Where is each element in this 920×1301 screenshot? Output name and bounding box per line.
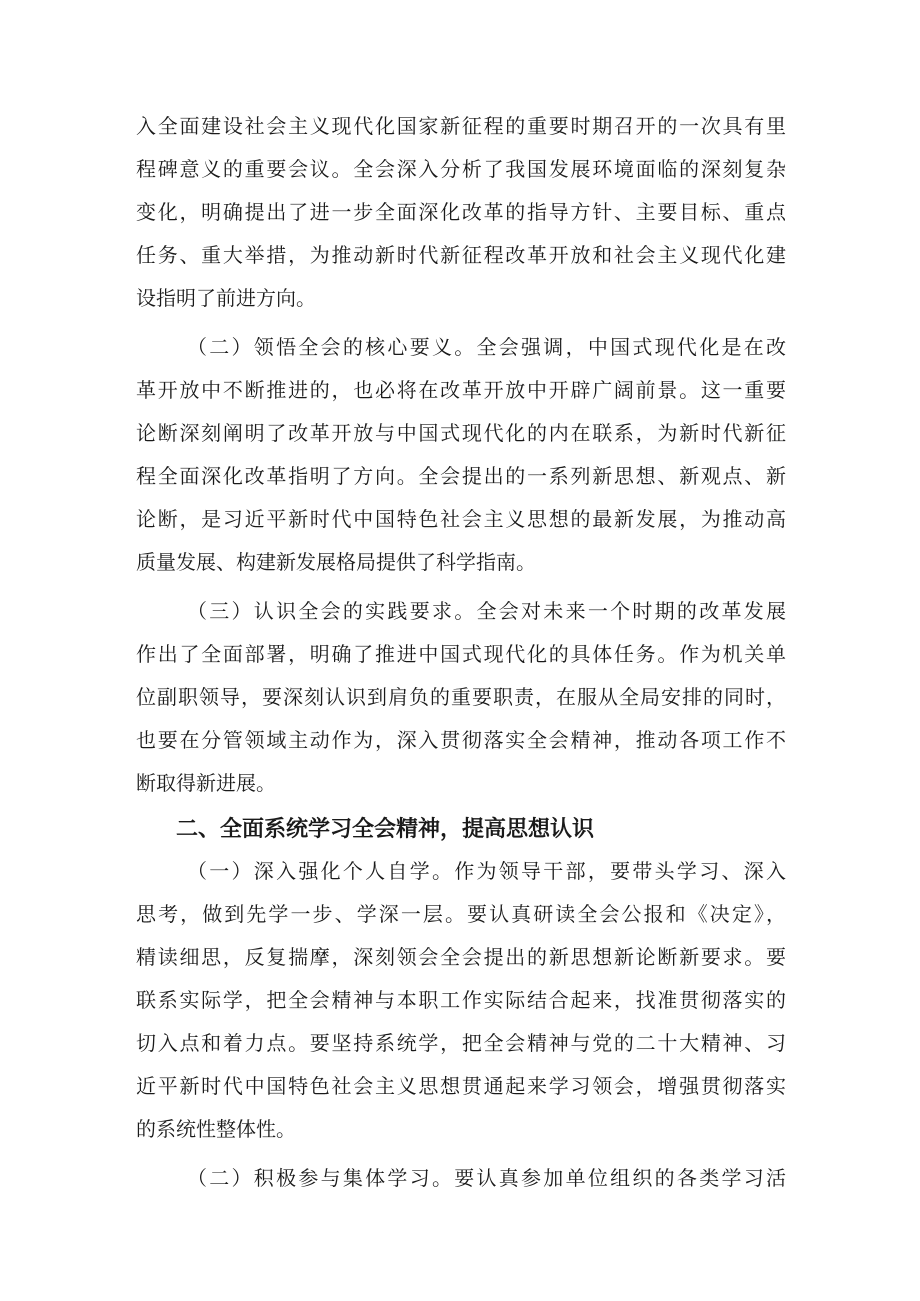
- text-line: （三）认识全会的实践要求。全会对未来一个时期的改革发展: [187, 599, 786, 623]
- text-line: 程全面深化改革指明了方向。全会提出的一系列新思想、新观点、新: [136, 464, 786, 488]
- text-line: 位副职领导，要深刻认识到肩负的重要职责，在服从全局安排的同时，: [136, 685, 786, 709]
- text-line: 任务、重大举措，为推动新时代新征程改革开放和社会主义现代化建: [136, 243, 786, 267]
- text-line: 程碑意义的重要会议。全会深入分析了我国发展环境面临的深刻复杂: [136, 157, 786, 181]
- section-heading: 二、全面系统学习全会精神，提高思想认识: [176, 817, 595, 842]
- text-line: 断取得新进展。: [136, 771, 276, 795]
- text-line: （二）积极参与集体学习。要认真参加单位组织的各类学习活: [187, 1166, 786, 1190]
- text-line: 思考，做到先学一步、学深一层。要认真研读全会公报和《决定》，: [136, 902, 786, 926]
- text-line: 近平新时代中国特色社会主义思想贯通起来学习领会，增强贯彻落实: [136, 1074, 786, 1098]
- text-line: 也要在分管领域主动作为，深入贯彻落实全会精神，推动各项工作不: [136, 728, 786, 752]
- text-line: （二）领悟全会的核心要义。全会强调，中国式现代化是在改: [187, 335, 786, 359]
- text-line: 变化，明确提出了进一步全面深化改革的指导方针、主要目标、重点: [136, 200, 786, 224]
- text-line: 切入点和着力点。要坚持系统学，把全会精神与党的二十大精神、习: [136, 1031, 786, 1055]
- text-line: 联系实际学，把全会精神与本职工作实际结合起来，找准贯彻落实的: [136, 988, 786, 1012]
- text-line: 精读细思，反复揣摩，深刻领会全会提出的新思想新论断新要求。要: [136, 945, 786, 969]
- text-line: 革开放中不断推进的，也必将在改革开放中开辟广阔前景。这一重要: [136, 378, 786, 402]
- text-line: 论断深刻阐明了改革开放与中国式现代化的内在联系，为新时代新征: [136, 421, 786, 445]
- text-line: 论断，是习近平新时代中国特色社会主义思想的最新发展，为推动高: [136, 507, 786, 531]
- text-line: 的系统性整体性。: [136, 1117, 296, 1141]
- text-line: 入全面建设社会主义现代化国家新征程的重要时期召开的一次具有里: [136, 114, 786, 138]
- text-line: 设指明了前进方向。: [136, 286, 316, 310]
- text-line: （一）深入强化个人自学。作为领导干部，要带头学习、深入: [187, 859, 786, 883]
- text-line: 质量发展、构建新发展格局提供了科学指南。: [136, 550, 536, 574]
- text-line: 作出了全面部署，明确了推进中国式现代化的具体任务。作为机关单: [136, 642, 786, 666]
